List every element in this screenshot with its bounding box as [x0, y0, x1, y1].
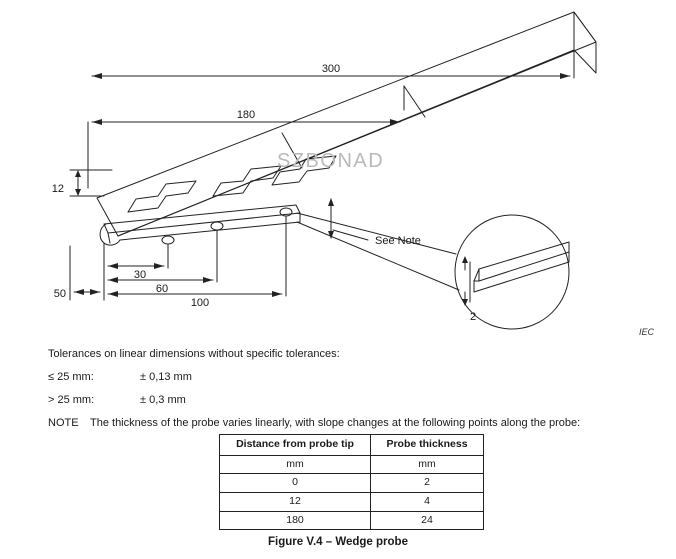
probe-step-1 — [128, 181, 196, 212]
note-text: The thickness of the probe varies linearly, with slope changes at the following points along the probe: — [90, 417, 581, 430]
note-tag: NOTE — [48, 417, 79, 430]
table-header-distance: Distance from probe tip — [220, 435, 371, 456]
probe-front-edge — [118, 50, 574, 236]
dim-arrow-60-left — [108, 277, 118, 283]
dim-arrow-30-right — [154, 263, 164, 269]
label-detail-2: 2 — [469, 311, 477, 323]
detail-dim-head-down — [462, 299, 468, 306]
dim-arrow-60-right — [203, 277, 213, 283]
see-note-arrow-up — [328, 198, 334, 206]
label-100: 100 — [190, 297, 210, 309]
watermark-text: SZBONAD — [277, 150, 385, 172]
table-unit-distance: mm — [220, 455, 371, 474]
probe-top-face — [97, 12, 596, 236]
see-note-leader — [333, 230, 368, 240]
table-row — [220, 492, 484, 511]
dim-arrow-50-left — [74, 289, 84, 295]
dim-arrow-100-left — [108, 291, 118, 297]
tolerance-range-1: ≤ 25 mm: — [48, 371, 94, 384]
table-row — [220, 511, 484, 530]
table-unit-thickness: mm — [371, 455, 484, 474]
dim-arrow-50-right — [90, 289, 100, 295]
detail-leader-upper — [297, 213, 456, 254]
detail-plate-top — [474, 242, 569, 281]
tolerance-row-1 — [48, 371, 648, 383]
dim-arrow-300-left — [92, 73, 102, 79]
label-50: 50 — [53, 288, 66, 300]
probe-step-2 — [213, 166, 281, 196]
cell-distance: 12 — [220, 492, 371, 511]
dim-arrow-180-left — [92, 119, 102, 125]
cell-thickness: 2 — [371, 474, 484, 493]
cell-thickness: 24 — [371, 511, 484, 530]
probe-thin-plate — [104, 205, 300, 233]
dim-arrow-12-top — [75, 170, 81, 177]
dim-arrow-100-right — [272, 291, 282, 297]
probe-slope-line-300 — [404, 86, 425, 117]
probe-thin-plate-lower — [120, 213, 300, 240]
tolerance-row-2 — [48, 394, 648, 406]
tolerances-heading: Tolerances on linear dimensions without specific tolerances: — [48, 348, 340, 360]
figure-caption: Figure V.4 – Wedge probe — [268, 536, 408, 548]
cell-distance: 0 — [220, 474, 371, 493]
note-paragraph — [48, 417, 648, 429]
detail-dim-head-up — [462, 256, 468, 263]
label-30: 30 — [133, 269, 147, 281]
notes-block — [48, 348, 648, 429]
probe-thin-plate-edge — [108, 233, 110, 243]
tolerance-value-2: ± 0,3 mm — [140, 394, 186, 407]
iec-mark: IEC — [638, 327, 654, 337]
cell-distance: 180 — [220, 511, 371, 530]
tolerance-value-1: ± 0,13 mm — [140, 371, 192, 384]
dim-arrow-12-bottom — [75, 189, 81, 196]
thickness-table — [219, 434, 484, 530]
table-header-thickness: Probe thickness — [371, 435, 484, 456]
label-see-note: See Note — [375, 235, 421, 247]
detail-leader-lower — [297, 222, 459, 290]
table-row — [220, 474, 484, 493]
probe-hole-2 — [211, 222, 223, 230]
dim-arrow-300-right — [560, 73, 570, 79]
tolerance-range-2: > 25 mm: — [48, 394, 95, 407]
table-header-row — [220, 435, 484, 456]
cell-thickness: 4 — [371, 492, 484, 511]
label-60: 60 — [155, 283, 169, 295]
probe-hole-1 — [162, 236, 174, 244]
label-300: 300 — [321, 63, 341, 75]
label-12: 12 — [51, 183, 64, 195]
table-unit-row — [220, 455, 484, 474]
label-180: 180 — [236, 109, 256, 121]
dim-arrow-30-left — [108, 263, 118, 269]
probe-end-face — [574, 12, 596, 73]
